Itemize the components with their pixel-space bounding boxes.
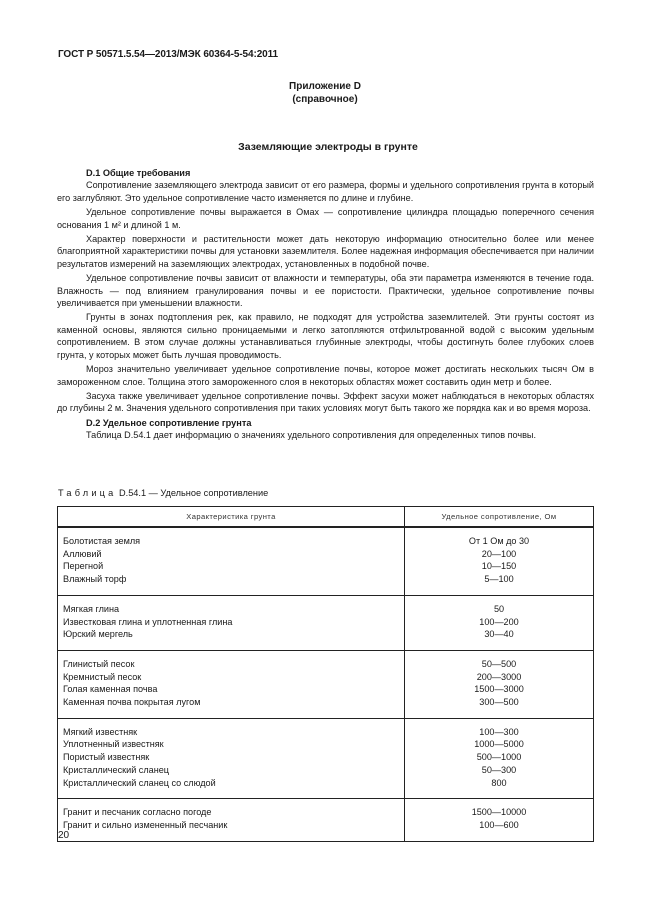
soil-name: Влажный торф: [63, 574, 127, 585]
soil-name: Голая каменная почва: [63, 684, 158, 695]
resistivity-cell: [405, 718, 594, 799]
paragraph: Мороз значительно увеличивает удельное сопротивление почвы, которое может достигать нескольких тысяч Ом в замороженном слое. Толщина этого замороженного слоя в некоторых областях может составить один метр и более.: [57, 364, 594, 387]
page-heading: Заземляющие электроды в грунте: [238, 141, 418, 153]
soil-cell: [58, 650, 405, 718]
table-row: [58, 718, 594, 799]
soil-name: Мягкая глина: [63, 603, 120, 614]
soil-cell: [58, 718, 405, 799]
table-row: [58, 650, 594, 718]
resistivity-value: 10—150: [481, 561, 517, 572]
resistivity-value: 100—600: [479, 819, 519, 830]
appendix-title: Приложение D: [289, 81, 361, 92]
document-number: ГОСТ Р 50571.5.54—2013/МЭК 60364-5-54:2011: [58, 49, 278, 60]
soil-cell: [58, 595, 405, 650]
resistivity-cell: [405, 799, 594, 841]
paragraph: Таблица D.54.1 дает информацию о значениях удельного сопротивления для определенных типов почвы.: [86, 430, 536, 441]
table-caption-word: Таблица: [58, 488, 117, 498]
resistivity-value: 1000—5000: [474, 739, 524, 750]
resistivity-value: 300—500: [479, 697, 519, 708]
soil-name: Кристаллический сланец со слюдой: [63, 777, 216, 788]
soil-cell: [58, 799, 405, 841]
resistivity-value: 50—500: [481, 658, 517, 669]
paragraph: Грунты в зонах подтопления рек, как правило, не подходят для устройства заземлителей. Эти грунты состоят из каменной основы, являются сильно проницаемыми и легко затопляются отфильтрованной водой с высоким удельным сопротивлением. В этом случае должны устанавливаться глубинные электроды, чтобы достигнуть более глубоких слоев грунта, у которых может быть лучшая проводимость.: [57, 312, 594, 360]
soil-name: Перегной: [63, 561, 104, 572]
soil-name: Мягкий известняк: [63, 726, 138, 737]
table-row: [58, 527, 594, 595]
page-number: 20: [58, 830, 70, 841]
soil-name: Каменная почва покрытая лугом: [63, 697, 201, 708]
paragraph: Засуха также увеличивает удельное сопротивление почвы. Эффект засухи может наблюдаться в некоторых областях до глубины 2 м. Значения удельного сопротивления при таких условиях могут быть такого же порядка как и во время мороза.: [57, 390, 594, 414]
soil-name: Уплотненный известняк: [63, 739, 164, 750]
soil-name: Глинистый песок: [63, 658, 135, 669]
resistivity-cell: [405, 650, 594, 718]
paragraph: Сопротивление заземляющего электрода зависит от его размера, формы и удельного сопротивления грунта в который его заглубляют. Это удельное сопротивление часто изменяется по длине и глубине.: [57, 180, 594, 203]
soil-cell: [58, 527, 405, 595]
soil-name: Гранит и песчаник согласно погоде: [63, 807, 212, 818]
resistivity-value: От 1 Ом до 30: [468, 536, 530, 546]
column-header-soil: Характеристика грунта: [58, 507, 405, 528]
resistivity-value: 5—100: [484, 574, 514, 585]
soil-name: Гранит и сильно измененный песчаник: [63, 819, 228, 830]
resistivity-value: 50: [493, 603, 505, 614]
paragraph: Удельное сопротивление почвы выражается в Омах — сопротивление цилиндра площадью поперечного сечения основания 1 м² и длиной 1 м.: [57, 207, 594, 230]
appendix-label: [0, 80, 646, 106]
section-title-resistivity: D.2 Удельное сопротивление грунта: [86, 417, 252, 428]
soil-name: Пористый известняк: [63, 752, 150, 763]
resistivity-cell: [405, 595, 594, 650]
resistivity-table: [57, 506, 594, 842]
table-caption-text: D.54.1 — Удельное сопротивление: [119, 488, 269, 498]
resistivity-value: 500—1000: [476, 752, 522, 763]
soil-name: Юрский мергель: [63, 629, 133, 640]
soil-name: Известковая глина и уплотненная глина: [63, 616, 233, 627]
resistivity-value: 800: [491, 777, 507, 788]
resistivity-value: 100—200: [479, 616, 519, 627]
soil-name: Аллювий: [63, 548, 102, 559]
resistivity-value: 20—100: [481, 548, 517, 559]
paragraph: Удельное сопротивление почвы зависит от влажности и температуры, оба эти параметра изменяются в течение года. Влажность — под влиянием гранулирования почвы и ее пористости. Практически, удельное сопротивление почвы увеличивается при уменьшении влажности.: [57, 273, 594, 309]
resistivity-value: 30—40: [484, 629, 514, 640]
resistivity-value: 1500—3000: [474, 684, 524, 695]
resistivity-value: 100—300: [479, 726, 519, 737]
table-row: [58, 595, 594, 650]
section-title-general: D.1 Общие требования: [86, 168, 191, 178]
soil-name: Кремнистый песок: [63, 671, 142, 682]
table-header-row: [58, 507, 594, 528]
resistivity-value: 200—3000: [476, 671, 522, 682]
table-caption: [58, 488, 268, 498]
column-header-resistivity: Удельное сопротивление, Ом: [405, 507, 594, 528]
resistivity-value: 1500—10000: [471, 807, 527, 818]
table-row: [58, 799, 594, 841]
soil-name: Кристаллический сланец: [63, 764, 169, 775]
resistivity-value: 50—300: [481, 764, 517, 775]
soil-name: Болотистая земля: [63, 536, 141, 546]
document-body: [57, 167, 594, 444]
resistivity-cell: [405, 527, 594, 595]
paragraph: Характер поверхности и растительности может дать некоторую информацию относительно более или менее благоприятной характеристики почвы для установки заземлителя. Более надежная информация обеспечивается при наличии результатов измерений на заземляющих электродах, установленных в подобной почве.: [57, 234, 594, 269]
appendix-subtitle: (справочное): [292, 94, 358, 105]
